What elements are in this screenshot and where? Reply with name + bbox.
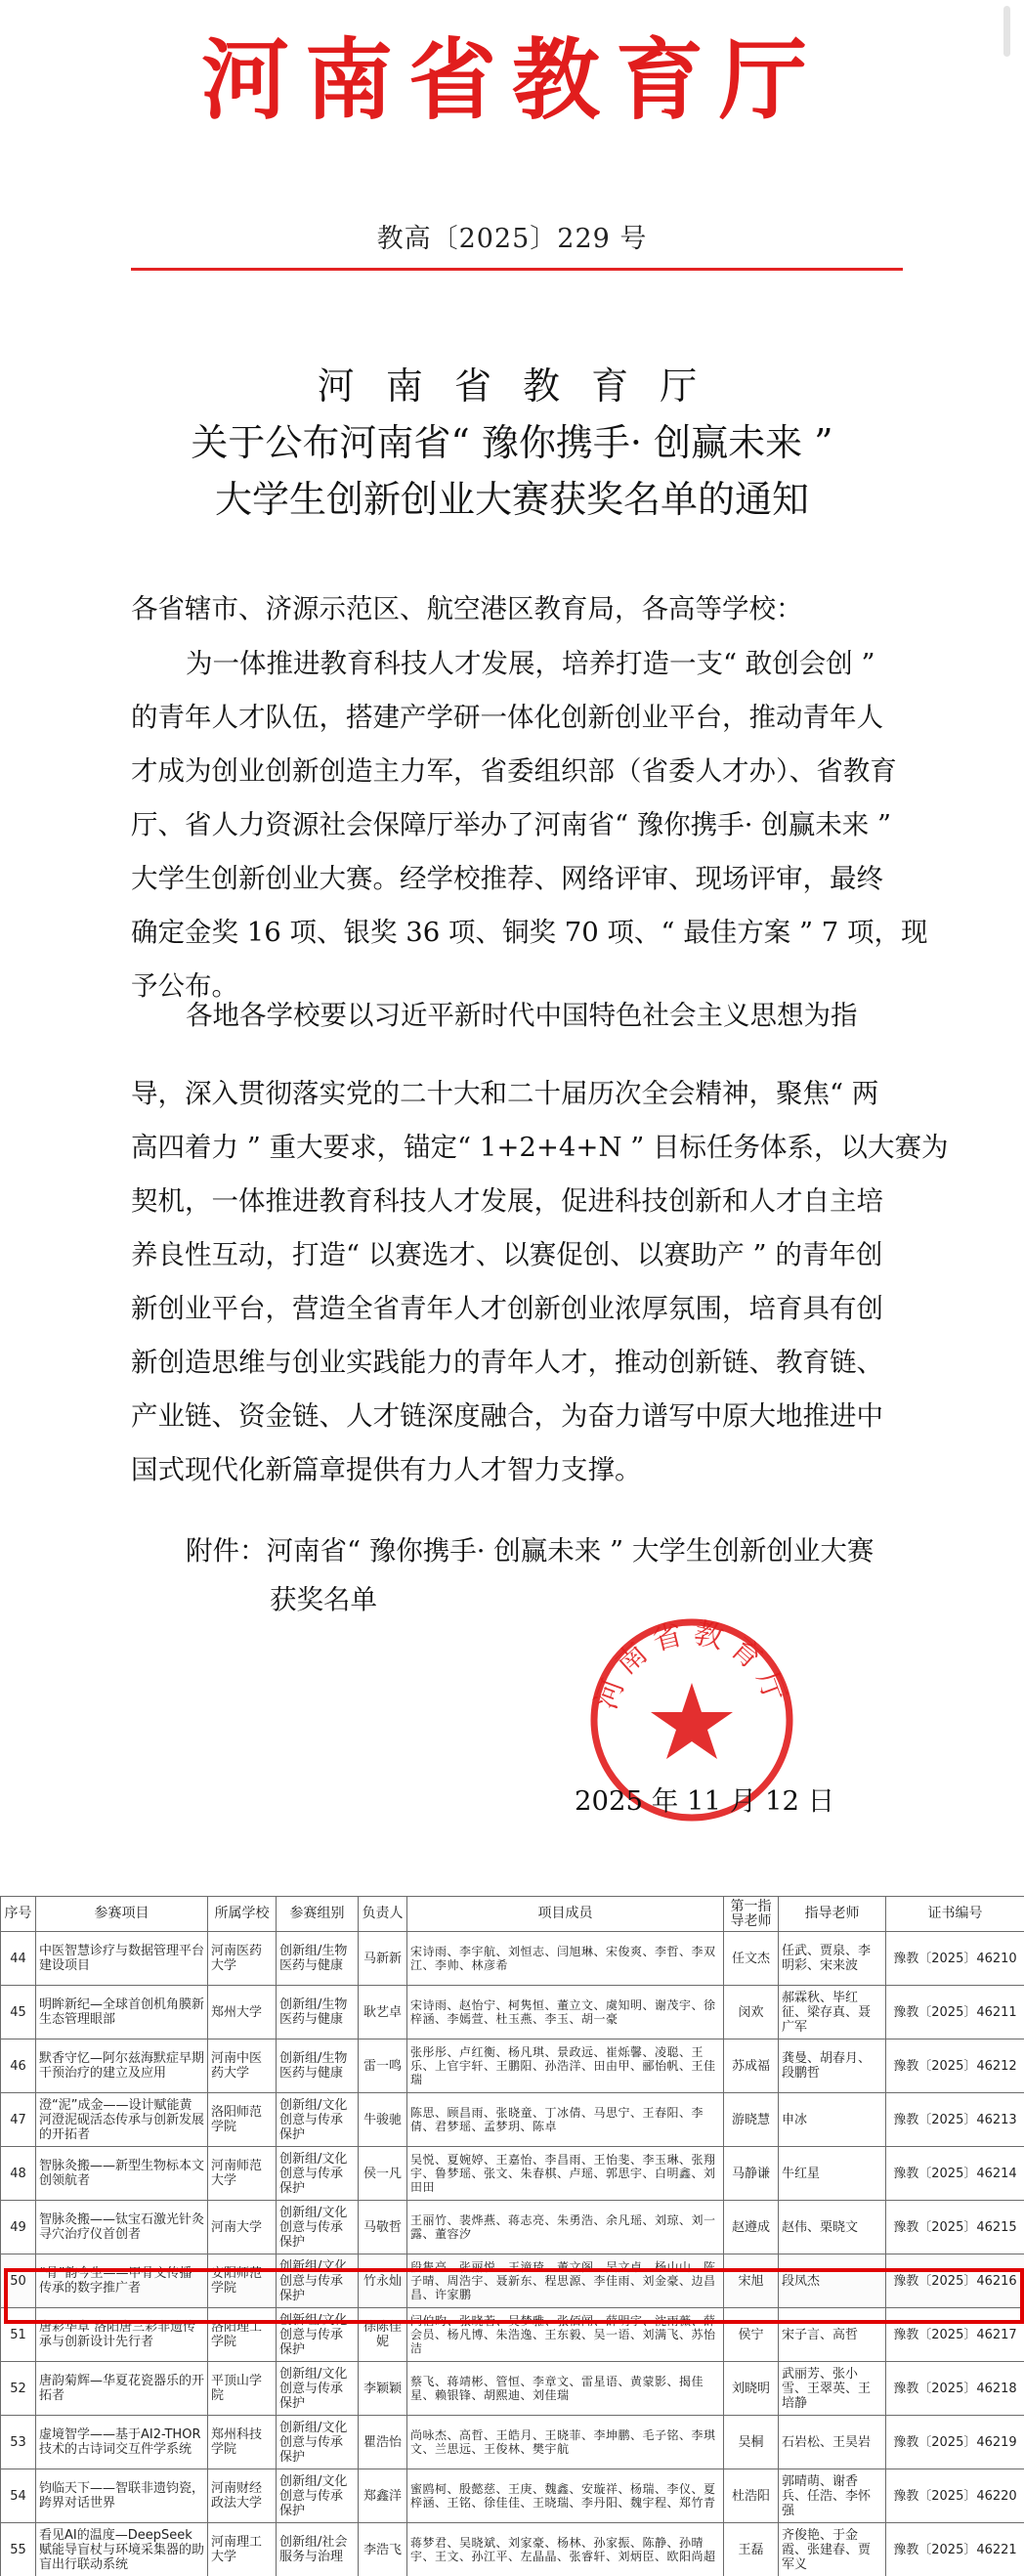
cell-school: 郑州科技学院 (208, 2416, 277, 2469)
cell-members: 吴悦、夏婉婷、王嘉怡、李昌雨、王怡斐、李玉琳、张翔宇、鲁梦瑶、张文、朱春棋、卢瑶、郭思宇、白明鑫、刘田田 (407, 2147, 724, 2201)
cell-members: 陈思、顾昌雨、张晓童、丁冰倩、马思宁、王春阳、李倩、君梦瑶、孟梦玥、陈卓 (407, 2093, 724, 2147)
cell-members: 宋诗雨、赵怡宁、柯隽恒、董立文、虞知明、谢茂宇、徐梓涵、李嫣萱、杜玉燕、李玉、胡一豪 (407, 1986, 724, 2039)
cell-advisors: 石岩松、王昊岩 (779, 2416, 886, 2469)
cell-project: 唐彩华章 洛阳唐三彩非遗传承与创新设计先行者 (36, 2308, 208, 2362)
cell-no: 44 (1, 1932, 36, 1986)
cell-advisor1: 王磊 (724, 2523, 779, 2576)
paragraph-1-line: 确定金奖 16 项、银奖 36 项、铜奖 70 项、“ 最佳方案 ” 7 项，现 (131, 917, 928, 948)
cell-advisor1: 苏成福 (724, 2039, 779, 2093)
header-advisors: 指导老师 (779, 1897, 886, 1932)
cell-advisor1: 杜浩阳 (724, 2469, 779, 2523)
paragraph-1-line: 的青年人才队伍，搭建产学研一体化创新创业平台，推动青年人 (131, 702, 883, 733)
cell-project: 钧临天下——智联非遗钧瓷，跨界对话世界 (36, 2469, 208, 2523)
cell-school: 河南医药大学 (208, 1932, 277, 1986)
cell-group: 创新组/文化创意与传承保护 (277, 2147, 359, 2201)
cell-project: 智脉灸搬——新型生物标本文创领航者 (36, 2147, 208, 2201)
attachment-line-1: 附件：河南省“ 豫你携手· 创赢未来 ” 大学生创新创业大赛 (186, 1535, 875, 1567)
cell-advisor1: 闵欢 (724, 1986, 779, 2039)
notice-title-line-3: 大学生创新创业大赛获奖名单的通知 (214, 478, 809, 521)
paragraph-2-line: 养良性互动，打造“ 以赛选才、以赛促创、以赛助产 ” 的青年创 (131, 1239, 883, 1270)
cell-advisors: 龚曼、胡春月、段鹏哲 (779, 2039, 886, 2093)
table-row (1, 2362, 1024, 2416)
table-row (1, 2039, 1024, 2093)
notice-title-line-2: 关于公布河南省“ 豫你携手· 创赢未来 ” (191, 421, 833, 464)
cell-members: 段隽亮、张丽悦、王潼琦、董文阁、吴文卓、杨山山、陈子晴、周浩宇、聂新东、程思源、李佳雨、刘金豪、边昌昌、许家鹏 (407, 2254, 724, 2308)
cell-no: 55 (1, 2523, 36, 2576)
cell-school: 河南中医药大学 (208, 2039, 277, 2093)
cell-advisor1: 侯宁 (724, 2308, 779, 2362)
cell-no: 47 (1, 2093, 36, 2147)
paragraph-2-line: 各地各学校要以习近平新时代中国特色社会主义思想为指 (186, 1000, 858, 1031)
cell-advisor1: 刘晓明 (724, 2362, 779, 2416)
cell-project: 明眸新纪—全球首创机角膜新生态管理眼部 (36, 1986, 208, 2039)
red-divider (131, 268, 903, 271)
table-row (1, 1932, 1024, 1986)
cell-no: 49 (1, 2201, 36, 2254)
cell-group: 创新组/文化创意与传承保护 (277, 2308, 359, 2362)
cell-no: 48 (1, 2147, 36, 2201)
cell-leader: 耿艺卓 (359, 1986, 407, 2039)
cell-members: 蔡飞、蒋靖彬、管恒、李章文、雷星语、黄蒙影、揭佳星、赖银锋、胡熙迪、刘佳瑞 (407, 2362, 724, 2416)
cell-code: 豫教〔2025〕46220 (886, 2469, 1024, 2523)
cell-advisors: 牛红星 (779, 2147, 886, 2201)
cell-leader: 徐陈佳妮 (359, 2308, 407, 2362)
cell-project: “骨”韵今生——甲骨文传播传承的数字推广者 (36, 2254, 208, 2308)
document-number: 教高〔2025〕229 号 (376, 224, 648, 254)
cell-leader: 郑鑫洋 (359, 2469, 407, 2523)
notice-title-line-1: 河 南 省 教 育 厅 (317, 365, 707, 408)
header-project: 参赛项目 (36, 1897, 208, 1932)
cell-leader: 侯一凡 (359, 2147, 407, 2201)
table-row (1, 2469, 1024, 2523)
cell-group: 创新组/生物医药与健康 (277, 1986, 359, 2039)
cell-members: 宋诗雨、李宇航、刘恒志、闫旭琳、宋俊爽、李哲、李双江、李帅、林彦希 (407, 1932, 724, 1986)
cell-project: 看见AI的温度—DeepSeek赋能导盲杖与环境采集器的助盲出行联动系统 (36, 2523, 208, 2576)
header-school: 所属学校 (208, 1897, 277, 1932)
header-advisor1: 第一指导老师 (724, 1897, 779, 1932)
paragraph-1 (131, 637, 928, 1013)
cell-group: 创新组/文化创意与传承保护 (277, 2416, 359, 2469)
seal-text: 河南省教育厅 (588, 1615, 795, 1714)
header-group: 参赛组别 (277, 1897, 359, 1932)
cell-school: 河南理工大学 (208, 2523, 277, 2576)
paragraph-1-line: 才成为创业创新创造主力军，省委组织部（省委人才办）、省教育 (131, 755, 897, 787)
paragraph-1-line: 厅、省人力资源社会保障厅举办了河南省“ 豫你携手· 创赢未来 ” (131, 809, 892, 840)
cell-advisor1: 任文杰 (724, 1932, 779, 1986)
paragraph-2-line: 导，深入贯彻落实党的二十大和二十届历次全会精神，聚焦“ 两 (131, 1078, 879, 1109)
cell-leader: 李浩飞 (359, 2523, 407, 2576)
cell-code: 豫教〔2025〕46218 (886, 2362, 1024, 2416)
cell-code: 豫教〔2025〕46217 (886, 2308, 1024, 2362)
cell-group: 创新组/社会服务与治理 (277, 2523, 359, 2576)
cell-project: 智脉灸搬——钛宝石激光针灸寻穴治疗仪首创者 (36, 2201, 208, 2254)
cell-project: 唐韵菊辉—华夏花瓷器乐的开拓者 (36, 2362, 208, 2416)
cell-advisors: 任武、贾泉、李明彩、宋来波 (779, 1932, 886, 1986)
paragraph-2-line: 产业链、资金链、人才链深度融合，为奋力谱写中原大地推进中 (131, 1400, 883, 1432)
cell-advisor1: 赵遵成 (724, 2201, 779, 2254)
cell-no: 52 (1, 2362, 36, 2416)
cell-advisors: 郝霖秋、毕红征、梁存真、聂广军 (779, 1986, 886, 2039)
cell-members: 蜜鸥柯、殷懿慈、王庚、魏鑫、安璇祥、杨瑞、李仪、夏梓涵、王铭、徐佳佳、王晓瑞、李丹阳、魏宇程、郑竹青 (407, 2469, 724, 2523)
issue-date: 2025 年 11 月 12 日 (575, 1785, 835, 1817)
cell-school: 洛阳理工学院 (208, 2308, 277, 2362)
cell-project: 默香守忆—阿尔兹海默症早期干预治疗的建立及应用 (36, 2039, 208, 2093)
header-leader: 负责人 (359, 1897, 407, 1932)
office-title: 河南省教育厅 (201, 28, 823, 132)
cell-code: 豫教〔2025〕46216 (886, 2254, 1024, 2308)
cell-code: 豫教〔2025〕46210 (886, 1932, 1024, 1986)
cell-project: 澄“泥”成金——设计赋能黄河澄泥砚活态传承与创新发展的开拓者 (36, 2093, 208, 2147)
cell-group: 创新组/生物医药与健康 (277, 2039, 359, 2093)
cell-school: 洛阳师范学院 (208, 2093, 277, 2147)
table-row (1, 2523, 1024, 2576)
paragraph-2-line: 契机，一体推进教育科技人才发展，促进科技创新和人才自主培 (131, 1185, 883, 1217)
table-row (1, 2254, 1024, 2308)
cell-advisors: 武丽芳、张小雪、王翠英、王培静 (779, 2362, 886, 2416)
cell-advisors: 赵伟、栗晓文 (779, 2201, 886, 2254)
cell-group: 创新组/文化创意与传承保护 (277, 2469, 359, 2523)
cell-advisor1: 游晓慧 (724, 2093, 779, 2147)
cell-code: 豫教〔2025〕46215 (886, 2201, 1024, 2254)
cell-members: 张彤彤、卢红衡、杨凡琪、景政远、崔烁馨、凌聪、王乐、上官宇轩、王鹏阳、孙浩洋、田由甲、郦怡帆、王佳瑞 (407, 2039, 724, 2093)
paragraph-1-line: 予公布。 (131, 970, 238, 1002)
table-row (1, 2147, 1024, 2201)
cell-members: 蒋梦君、吴晓斌、刘家豪、杨林、孙家振、陈静、孙晴宇、王文、孙江平、左晶晶、张睿轩、刘炳臣、欧阳尚超 (407, 2523, 724, 2576)
cell-no: 46 (1, 2039, 36, 2093)
paragraph-2 (131, 1067, 949, 1497)
table-row (1, 1986, 1024, 2039)
table-row (1, 2093, 1024, 2147)
award-table (0, 1896, 1024, 2576)
table-row (1, 2416, 1024, 2469)
cell-school: 平顶山学院 (208, 2362, 277, 2416)
cell-advisors: 申冰 (779, 2093, 886, 2147)
cell-advisors: 郭晴萌、谢香兵、任浩、李怀强 (779, 2469, 886, 2523)
cell-code: 豫教〔2025〕46213 (886, 2093, 1024, 2147)
paragraph-1-line: 大学生创新创业大赛。经学校推荐、网络评审、现场评审，最终 (131, 863, 883, 894)
cell-no: 45 (1, 1986, 36, 2039)
cell-advisors: 段凤杰 (779, 2254, 886, 2308)
cell-code: 豫教〔2025〕46211 (886, 1986, 1024, 2039)
cell-advisor1: 吴桐 (724, 2416, 779, 2469)
cell-advisors: 齐俊艳、于金霞、张建春、贾军义 (779, 2523, 886, 2576)
cell-leader: 雷一鸣 (359, 2039, 407, 2093)
header-no: 序号 (1, 1897, 36, 1932)
table-row (1, 2308, 1024, 2362)
cell-group: 创新组/文化创意与传承保护 (277, 2201, 359, 2254)
cell-school: 河南大学 (208, 2201, 277, 2254)
cell-school: 安阳师范学院 (208, 2254, 277, 2308)
cell-leader: 李颖颖 (359, 2362, 407, 2416)
cell-school: 郑州大学 (208, 1986, 277, 2039)
cell-no: 53 (1, 2416, 36, 2469)
cell-leader: 竹永灿 (359, 2254, 407, 2308)
cell-advisor1: 马静谦 (724, 2147, 779, 2201)
cell-project: 中医智慧诊疗与数据管理平台建设项目 (36, 1932, 208, 1986)
paragraph-2-line: 国式现代化新篇章提供有力人才智力支撑。 (131, 1454, 642, 1485)
cell-group: 创新组/文化创意与传承保护 (277, 2254, 359, 2308)
cell-leader: 瞿浩怡 (359, 2416, 407, 2469)
cell-project: 虚境智学——基于AI2-THOR技术的古诗词交互件学系统 (36, 2416, 208, 2469)
cell-members: 闫伯昀、张晓若、吴梦雅、张佰闻、薛明宇、沈雨薇、薛会员、杨凡博、朱浩逸、王东毅、吴一语、刘满飞、苏怡洁 (407, 2308, 724, 2362)
paragraph-1-line: 为一体推进教育科技人才发展，培养打造一支“ 敢创会创 ” (186, 648, 875, 679)
paragraph-2-line: 高四着力 ” 重大要求，锚定“ 1+2+4+N ” 目标任务体系，以大赛为 (131, 1132, 949, 1163)
salutation: 各省辖市、济源示范区、航空港区教育局，各高等学校： (131, 593, 803, 624)
header-code: 证书编号 (886, 1897, 1024, 1932)
attachment-line-2: 获奖名单 (270, 1584, 377, 1615)
cell-no: 51 (1, 2308, 36, 2362)
award-table-body (1, 1932, 1024, 2576)
cell-code: 豫教〔2025〕46212 (886, 2039, 1024, 2093)
cell-code: 豫教〔2025〕46221 (886, 2523, 1024, 2576)
award-table-container[interactable] (0, 1896, 1024, 2576)
cell-advisors: 宋子言、高哲 (779, 2308, 886, 2362)
paragraph-2-line: 新创业平台，营造全省青年人才创新创业浓厚氛围，培育具有创 (131, 1293, 883, 1324)
header-members: 项目成员 (407, 1897, 724, 1932)
paragraph-2-first-line (131, 989, 913, 1043)
cell-leader: 马新新 (359, 1932, 407, 1986)
cell-group: 创新组/生物医药与健康 (277, 1932, 359, 1986)
cell-members: 尚咏杰、高哲、王皓月、王晓菲、李坤鹏、毛子铭、李琪文、兰思远、王俊林、樊宇航 (407, 2416, 724, 2469)
cell-no: 54 (1, 2469, 36, 2523)
cell-leader: 马敬哲 (359, 2201, 407, 2254)
cell-code: 豫教〔2025〕46219 (886, 2416, 1024, 2469)
table-header-row (1, 1897, 1024, 1932)
cell-leader: 牛骏驰 (359, 2093, 407, 2147)
cell-group: 创新组/文化创意与传承保护 (277, 2362, 359, 2416)
cell-group: 创新组/文化创意与传承保护 (277, 2093, 359, 2147)
document-header (0, 0, 1024, 283)
cell-no: 50 (1, 2254, 36, 2308)
cell-school: 河南财经政法大学 (208, 2469, 277, 2523)
seal-star-icon (651, 1683, 733, 1759)
cell-code: 豫教〔2025〕46214 (886, 2147, 1024, 2201)
attachment-note (186, 1526, 874, 1624)
cell-school: 河南师范大学 (208, 2147, 277, 2201)
cell-advisor1: 宋旭 (724, 2254, 779, 2308)
paragraph-2-line: 新创造思维与创业实践能力的青年人才，推动创新链、教育链、 (131, 1347, 883, 1378)
notice-title (0, 358, 1024, 528)
table-row (1, 2201, 1024, 2254)
cell-members: 王丽竹、裴烨燕、蒋志亮、朱勇浩、余凡瑶、刘琼、刘一露、董容汐 (407, 2201, 724, 2254)
